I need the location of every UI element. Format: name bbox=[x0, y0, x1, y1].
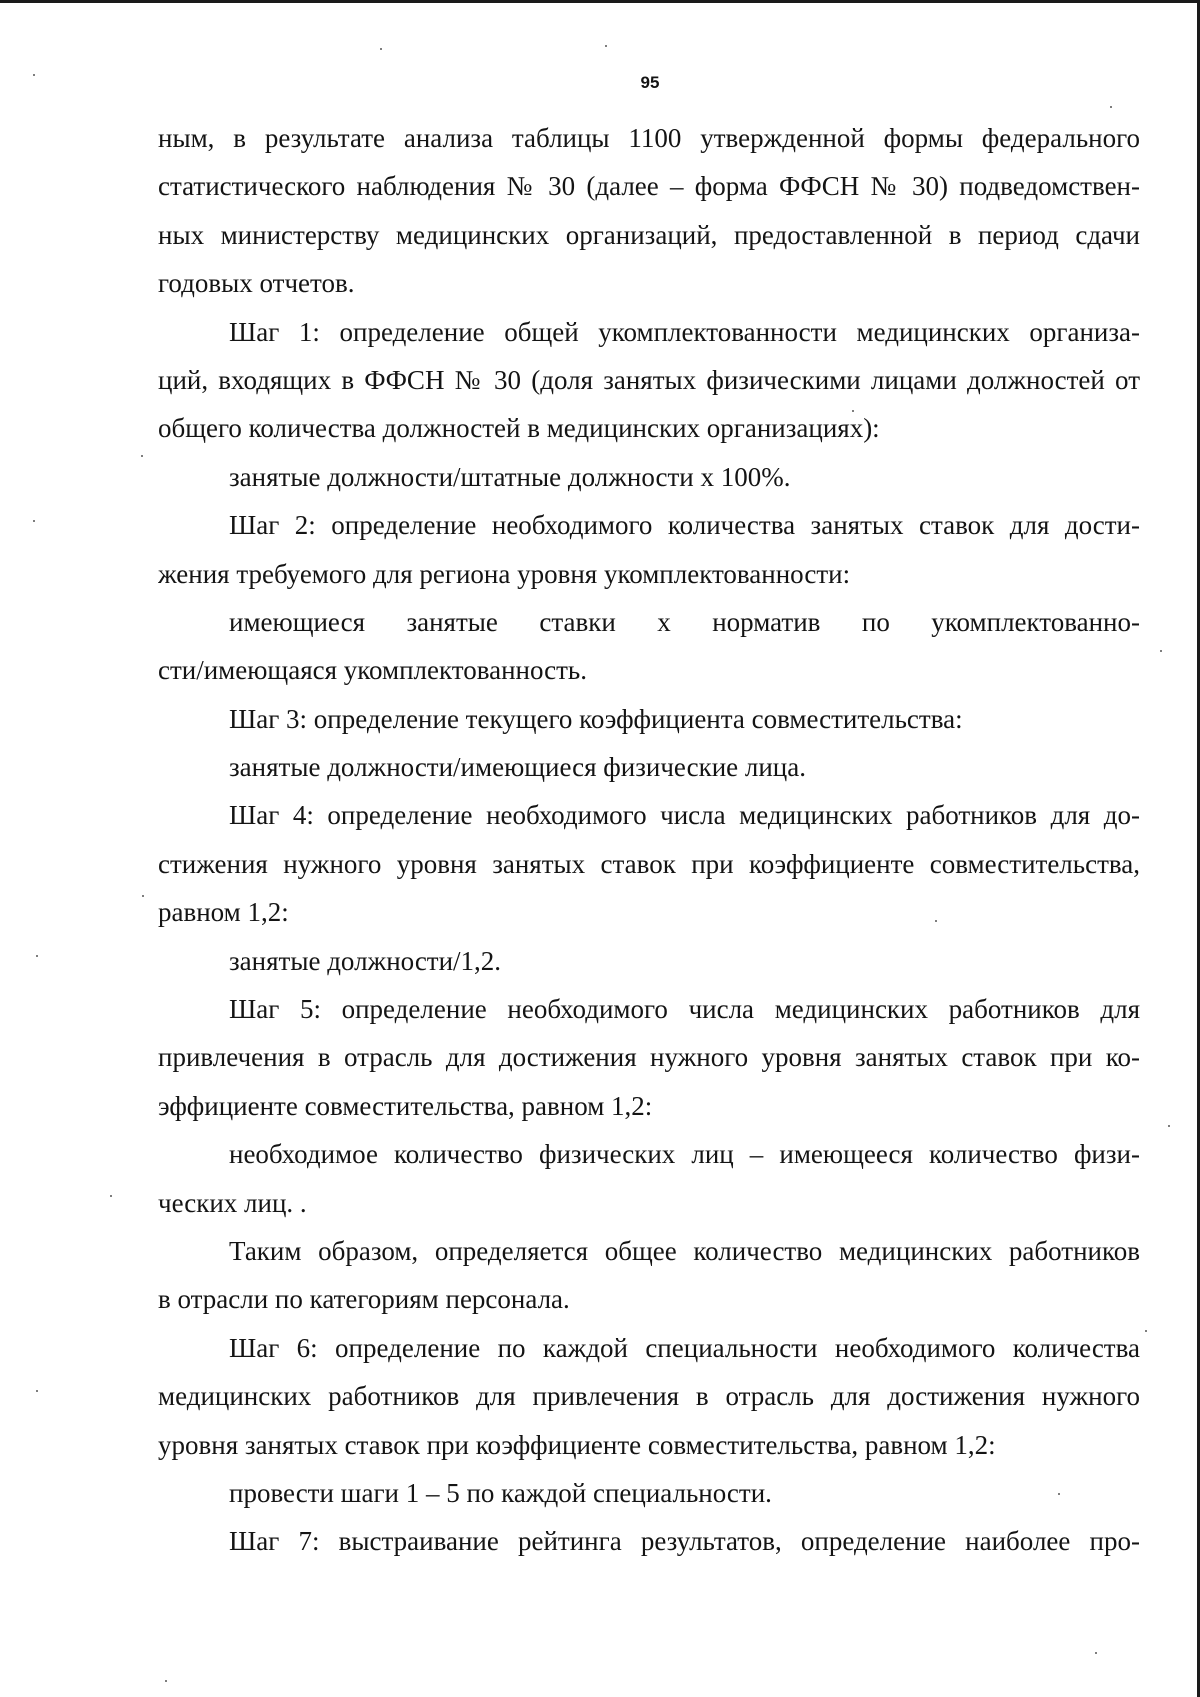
text-line: сти/имеющаяся укомплектованность. bbox=[158, 655, 587, 686]
scan-speck bbox=[1160, 650, 1162, 652]
text-line: необходимое количество физических лиц – имеющееся количество физи- bbox=[229, 1139, 1140, 1170]
text-line: стижения нужного уровня занятых ставок при коэффициенте совместительства, bbox=[158, 848, 1140, 879]
scan-speck bbox=[1110, 106, 1112, 108]
scan-speck bbox=[165, 1680, 167, 1682]
text-line: занятые должности/1,2. bbox=[229, 945, 502, 976]
text-line: общего количества должностей в медицинских организациях): bbox=[158, 413, 880, 444]
scan-speck bbox=[36, 955, 38, 957]
text-line: Шаг 6: определение по каждой специальности необходимого количества bbox=[229, 1332, 1140, 1363]
scan-speck bbox=[1095, 1652, 1097, 1654]
text-line: Шаг 3: определение текущего коэффициента совместительства: bbox=[229, 703, 963, 734]
text-line: ческих лиц. . bbox=[158, 1187, 307, 1218]
text-line: ций, входящих в ФФСН № 30 (доля занятых физическими лицами должностей от bbox=[158, 364, 1140, 395]
text-line: медицинских работников для привлечения в отрасль для достижения нужного bbox=[158, 1381, 1140, 1412]
scan-speck bbox=[36, 1390, 38, 1392]
body-text bbox=[158, 114, 1140, 1566]
page-number: 95 bbox=[640, 73, 660, 92]
text-line: провести шаги 1 – 5 по каждой специальности. bbox=[229, 1477, 772, 1508]
text-line: годовых отчетов. bbox=[158, 268, 355, 299]
text-line: Шаг 7: выстраивание рейтинга результатов, определение наиболее про- bbox=[229, 1526, 1140, 1557]
text-line: занятые должности/штатные должности х 100%. bbox=[229, 461, 791, 492]
scan-speck bbox=[935, 920, 937, 922]
text-line: занятые должности/имеющиеся физические лица. bbox=[229, 752, 806, 783]
text-line: в отрасли по категориям персонала. bbox=[158, 1284, 570, 1315]
scan-speck bbox=[1058, 1493, 1060, 1495]
text-line: жения требуемого для региона уровня укомплектованности: bbox=[158, 558, 851, 589]
text-line: эффициенте совместительства, равном 1,2: bbox=[158, 1090, 653, 1121]
text-line: привлечения в отрасль для достижения нужного уровня занятых ставок при ко- bbox=[158, 1042, 1140, 1073]
scan-speck bbox=[852, 410, 854, 412]
text-line: уровня занятых ставок при коэффициенте совместительства, равном 1,2: bbox=[158, 1429, 996, 1460]
scan-speck bbox=[605, 45, 607, 47]
text-line: Шаг 1: определение общей укомплектованности медицинских организа- bbox=[229, 316, 1140, 347]
text-line: статистического наблюдения № 30 (далее – форма ФФСН № 30) подведомствен- bbox=[158, 171, 1140, 202]
text-line: имеющиеся занятые ставки х норматив по укомплектованно- bbox=[229, 606, 1140, 637]
text-line: ным, в результате анализа таблицы 1100 утвержденной формы федерального bbox=[158, 123, 1140, 153]
text-line: ных министерству медицинских организаций, предоставленной в период сдачи bbox=[158, 219, 1140, 250]
text-line: Таким образом, определяется общее количество медицинских работников bbox=[229, 1235, 1140, 1266]
scan-speck bbox=[33, 74, 35, 76]
scan-speck bbox=[110, 1195, 112, 1197]
text-line: Шаг 2: определение необходимого количества занятых ставок для дости- bbox=[229, 510, 1140, 541]
text-line: Шаг 4: определение необходимого числа медицинских работников для до- bbox=[229, 800, 1140, 831]
text-line: равном 1,2: bbox=[158, 897, 289, 928]
text-line: Шаг 5: определение необходимого числа медицинских работников для bbox=[229, 994, 1140, 1025]
scan-speck bbox=[380, 48, 382, 50]
scan-speck bbox=[1145, 1330, 1147, 1332]
scan-speck bbox=[141, 455, 143, 457]
scan-speck bbox=[33, 520, 35, 522]
scan-speck bbox=[1168, 1125, 1170, 1127]
scan-top-border bbox=[0, 0, 1200, 3]
scan-speck bbox=[142, 895, 144, 897]
